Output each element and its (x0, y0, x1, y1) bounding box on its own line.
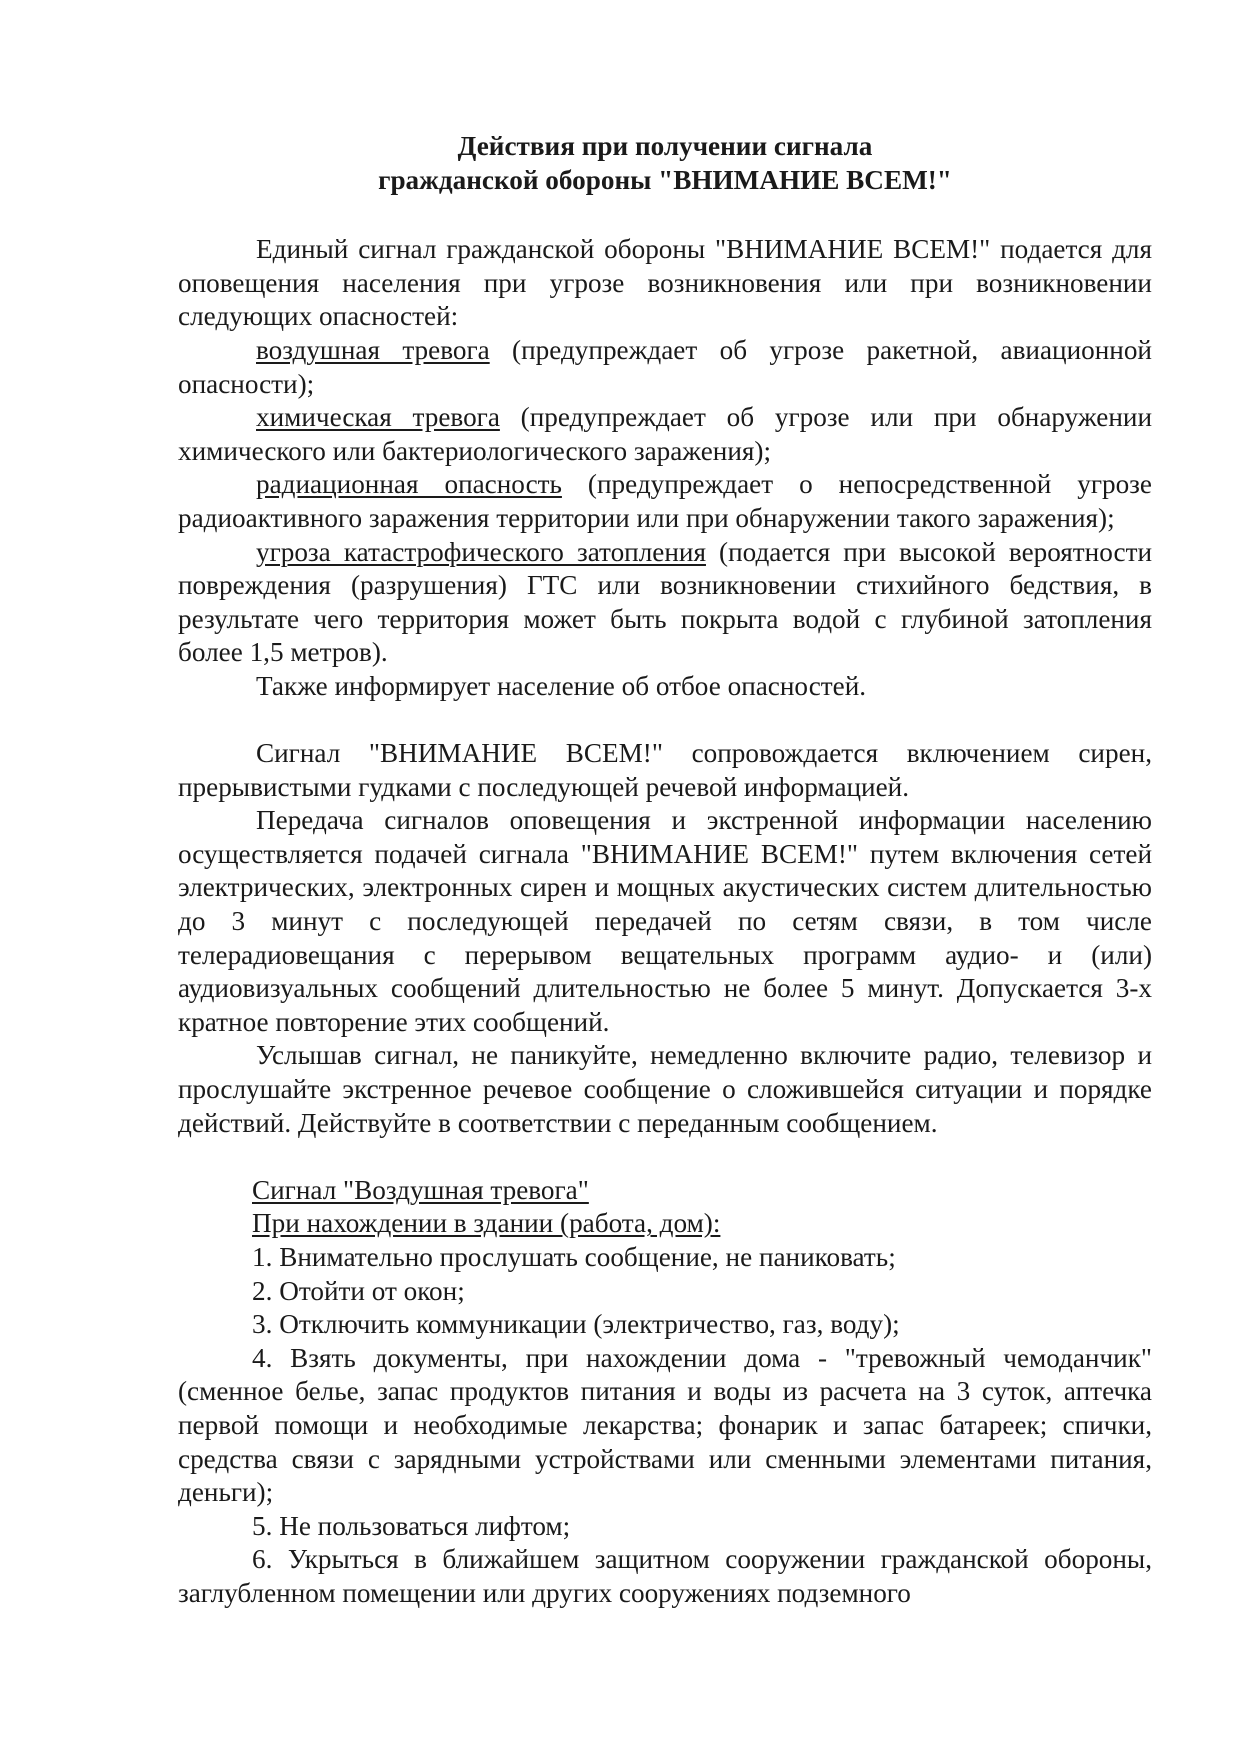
step-item: 5. Не пользоваться лифтом; (252, 1510, 571, 1541)
document-page (178, 130, 1152, 1611)
transfer-paragraph: Передача сигналов оповещения и экстренной информации населению осуществляется подачей сигнала "ВНИМАНИЕ ВСЕМ!" путем включения сетей электрических, электронных сирен и мощных акустических систем длительностью до 3 минут с последующей передачей по сетям связи, в том числе телерадиовещания с перерывом вещательных программ аудио- и (или) аудиовизуальных сообщений длительностью не более 5 минут. Допускается 3-х кратное повторение этих сообщений. (178, 805, 1152, 1037)
danger-desc: (предупреждает об угрозе ракетной, авиационной опасности); (178, 334, 1152, 399)
step-item: 4. Взять документы, при нахождении дома - "тревожный чемоданчик" (сменное белье, запас продуктов питания и воды из расчета на 3 суток, аптечка первой помощи и необходимые лекарства; фонарик и запас батареек; спички, средства связи с зарядными устройствами или сменными элементами питания, деньги); (178, 1342, 1152, 1508)
also-paragraph: Также информирует население об отбое опасностей. (256, 670, 867, 701)
danger-term: угроза катастрофического затопления (256, 536, 706, 567)
intro-paragraph: Единый сигнал гражданской обороны "ВНИМАНИЕ ВСЕМ!" подается для оповещения населения при угрозе возникновения или при возникновении следующих опасностей: (178, 234, 1152, 332)
danger-term: воздушная тревога (256, 334, 490, 365)
document-title (178, 130, 1152, 197)
danger-item (178, 468, 1152, 535)
danger-desc: (предупреждает о непосредственной угрозе радиоактивного заражения территории или при обнаружении такого заражения); (178, 469, 1152, 533)
danger-desc: (подается при высокой вероятности повреждения (разрушения) ГТС или возникновении стихийного бедствия, в результате чего территория может быть покрыта водой с глубиной затопления более 1,5 метров). (178, 536, 1153, 668)
danger-desc: (предупреждает об угрозе или при обнаружении химического или бактериологического заражения); (178, 402, 1152, 466)
step-item: 2. Отойти от окон; (252, 1275, 465, 1306)
hear-paragraph: Услышав сигнал, не паникуйте, немедленно включите радио, телевизор и прослушайте экстренное речевое сообщение о сложившейся ситуации и порядке действий. Действуйте в соответствии с переданным сообщением. (178, 1040, 1152, 1138)
step-item: 6. Укрыться в ближайшем защитном сооружении гражданской обороны, заглубленном помещении или других сооружениях подземного (178, 1544, 1152, 1608)
section-subtitle: При нахождении в здании (работа, дом): (252, 1208, 721, 1239)
danger-item (178, 401, 1152, 468)
danger-term: химическая тревога (256, 402, 500, 433)
title-line-2: гражданской обороны "ВНИМАНИЕ ВСЕМ!" (378, 164, 952, 195)
danger-item (178, 536, 1152, 670)
section-title: Сигнал "Воздушная тревога" (252, 1174, 589, 1205)
step-item: 1. Внимательно прослушать сообщение, не паниковать; (252, 1242, 896, 1272)
danger-item (178, 334, 1152, 401)
step-item: 3. Отключить коммуникации (электричество, газ, воду); (252, 1309, 900, 1340)
signal-paragraph: Сигнал "ВНИМАНИЕ ВСЕМ!" сопровождается включением сирен, прерывистыми гудками с последующей речевой информацией. (178, 738, 1152, 802)
title-line-1: Действия при получении сигнала (457, 131, 873, 161)
danger-term: радиационная опасность (256, 469, 562, 500)
